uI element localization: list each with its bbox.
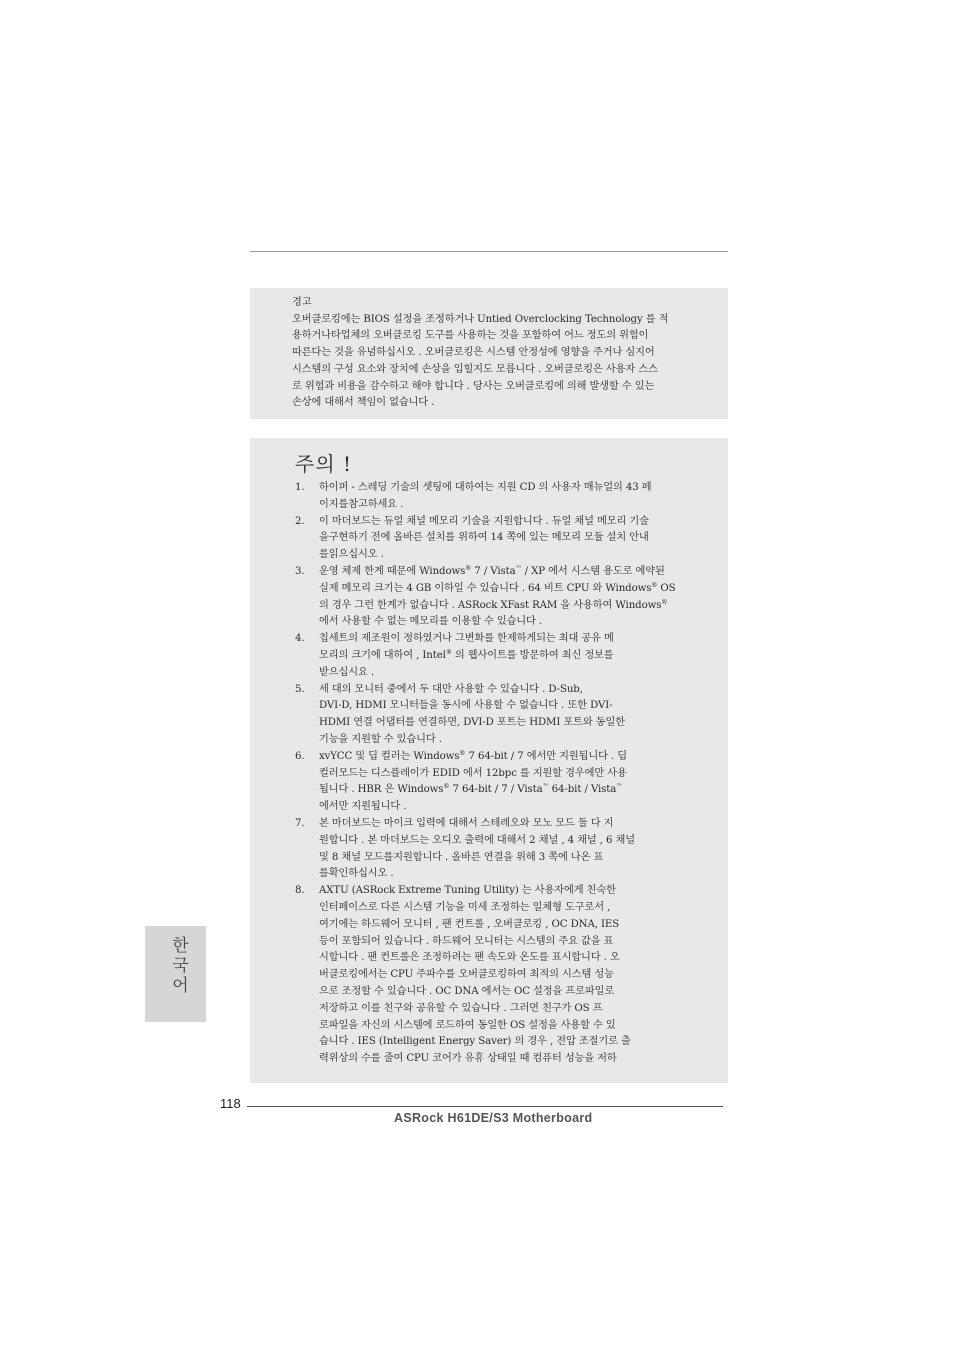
notice-item-number: 5. bbox=[295, 683, 305, 695]
notice-list bbox=[295, 480, 715, 1068]
notice-item-line: 의 경우 그런 한계가 없습니다 . ASRock XFast RAM 을 사용하여 Windows® bbox=[319, 598, 668, 611]
bottom-rule bbox=[247, 1106, 723, 1107]
notice-item-line: HDMI 연결 어댑터를 연결하면, DVI-D 포트는 HDMI 포트와 동일한 bbox=[319, 717, 626, 729]
warning-box bbox=[250, 288, 728, 419]
footer-title: ASRock H61DE/S3 Motherboard bbox=[394, 1111, 593, 1125]
notice-item-line: 칩세트의 제조원이 정하였거나 그변화를 한제하게되는 최대 공유 메 bbox=[319, 633, 614, 645]
warning-title: 경고 bbox=[292, 297, 312, 308]
notice-item bbox=[295, 480, 715, 514]
notice-item-number: 8. bbox=[295, 885, 305, 897]
warning-line: 손상에 대해서 책임이 없습니다 . bbox=[292, 397, 435, 409]
notice-item bbox=[295, 883, 715, 1068]
warning-line: 따른다는 것을 유념하십시오 . 오버클로킹은 시스템 안정성에 영향을 주거나 심지어 bbox=[292, 347, 655, 359]
notice-item-line: 저장하고 이를 친구와 공유할 수 있습니다 . 그러면 친구가 OS 프 bbox=[319, 1002, 603, 1014]
notice-box bbox=[250, 438, 728, 1083]
notice-item-line: 를확인하십시오 . bbox=[319, 868, 394, 880]
notice-item-line: 세 대의 모니터 중에서 두 대만 사용할 수 있습니다 . D-Sub, bbox=[319, 683, 583, 695]
notice-item-line: 시합니다 . 팬 컨트롤은 조정하려는 팬 속도와 온도를 표시합니다 . 오 bbox=[319, 952, 620, 964]
notice-item-line: 운영 체제 한계 때문에 Windows® 7 / Vista™ / XP 에서 시스템 용도로 예약된 bbox=[319, 564, 665, 577]
notice-item-line: 컬러모드는 디스플레이가 EDID 에서 12bpc 를 지원할 경우에만 사용 bbox=[319, 767, 627, 779]
notice-item-line: 력위상의 수를 줄여 CPU 코어가 유휴 상태일 때 컴퓨터 성능을 저하 bbox=[319, 1053, 617, 1065]
page-number: 118 bbox=[220, 1096, 241, 1111]
notice-item-line: 습니다 . IES (Intelligent Energy Saver) 의 경우 , 전압 조절기로 출 bbox=[319, 1036, 631, 1048]
notice-item-line: 버클로킹에서는 CPU 주파수를 오버클로킹하여 최적의 시스템 성능 bbox=[319, 969, 614, 981]
notice-item-line: 됩니다 . HBR 은 Windows® 7 64-bit / 7 / Vista™ 64-bit / Vista™ bbox=[319, 783, 623, 796]
warning-line: 시스템의 구성 요소와 장치에 손상을 입힐지도 모릅니다 . 오버클로킹은 사용자 스스 bbox=[292, 363, 658, 375]
notice-item-line: 를읽으십시오 . bbox=[319, 549, 384, 561]
notice-item-line: 및 8 채널 모드를지원합니다 . 올바른 연결을 위해 3 쪽에 나온 표 bbox=[319, 851, 604, 863]
notice-item-number: 7. bbox=[295, 817, 305, 829]
notice-item bbox=[295, 682, 715, 749]
language-tab bbox=[145, 926, 206, 1022]
notice-item-number: 4. bbox=[295, 633, 305, 645]
notice-item-line: 모리의 크기에 대하여 , Intel® 의 웹사이트를 방문하여 최신 정보를 bbox=[319, 648, 614, 661]
notice-item-line: 이지를참고하세요 . bbox=[319, 498, 404, 510]
notice-item-number: 2. bbox=[295, 515, 305, 527]
warning-line: 용하거나타업체의 오버클로킹 도구를 사용하는 것을 포함하여 어느 정도의 위험이 bbox=[292, 330, 649, 342]
notice-item-line: 에서 사용할 수 없는 메모리를 이용할 수 있습니다 . bbox=[319, 616, 543, 628]
notice-item-line: 여기에는 하드웨어 모니터 , 팬 컨트롤 , 오버클로킹 , OC DNA, IES bbox=[319, 918, 620, 930]
notice-item-line: AXTU (ASRock Extreme Tuning Utility) 는 사용자에게 친숙한 bbox=[319, 885, 616, 897]
notice-item-line: 에서만 지원됩니다 . bbox=[319, 801, 407, 813]
notice-item-line: xvYCC 및 딥 컬러는 Windows® 7 64-bit / 7 에서만 지원됩니다 . 딥 bbox=[319, 749, 628, 762]
notice-item-line: 받으십시요 . bbox=[319, 666, 374, 678]
notice-item bbox=[295, 631, 715, 681]
notice-item-number: 1. bbox=[295, 482, 305, 493]
notice-title: 주의 ! bbox=[295, 452, 353, 476]
notice-item-line: 등이 포함되어 있습니다 . 하드웨어 모니터는 시스템의 주요 값을 표 bbox=[319, 935, 614, 947]
notice-item-line: 으로 조정할 수 있습니다 . OC DNA 에서는 OC 설정을 프로파일로 bbox=[319, 985, 615, 997]
notice-item-line: 본 마더보드는 마이크 입력에 대해서 스테레오와 모노 모드 둘 다 지 bbox=[319, 817, 614, 829]
notice-item-number: 3. bbox=[295, 565, 305, 577]
warning-text bbox=[292, 295, 706, 412]
notice-item-line: 인터페이스로 다른 시스템 기능을 미세 조정하는 일체형 도구로서 , bbox=[319, 901, 611, 913]
notice-item-line: 로파일을 자신의 시스템에 로드하여 동일한 OS 설정을 사용할 수 있 bbox=[319, 1019, 616, 1031]
notice-item bbox=[295, 749, 715, 816]
notice-item-line: 하이퍼 - 스레딩 기술의 셋팅에 대하여는 지원 CD 의 사용자 매뉴얼의 43 페 bbox=[319, 482, 652, 493]
notice-item-number: 6. bbox=[295, 750, 305, 762]
notice-item-line: 을구현하기 전에 올바른 설치를 위하여 14 쪽에 있는 메모리 모듈 설치 안내 bbox=[319, 532, 649, 544]
language-tab-label: 한국어 bbox=[168, 936, 188, 996]
notice-item bbox=[295, 564, 715, 631]
notice-item-line: 이 마더보드는 듀얼 채널 메모리 기술을 지원합니다 . 듀얼 채널 메모리 기술 bbox=[319, 515, 649, 527]
notice-item-line: 실제 메모리 크기는 4 GB 이하일 수 있습니다 . 64 비트 CPU 와 Windows® OS bbox=[319, 581, 676, 594]
notice-item bbox=[295, 816, 715, 883]
notice-item-line: 원합니다 . 본 마더보드는 오디오 출력에 대해서 2 채널 , 4 채널 , 6 채널 bbox=[319, 834, 636, 846]
notice-item-line: 기능을 지원할 수 있습니다 . bbox=[319, 733, 442, 745]
warning-line: 오버클로킹에는 BIOS 설정을 조정하거나 Untied Overclocking Technology 를 적 bbox=[292, 313, 669, 325]
top-rule bbox=[250, 251, 728, 252]
notice-item bbox=[295, 514, 715, 564]
warning-line: 로 위험과 비용을 감수하고 해야 합니다 . 당사는 오버클로킹에 의해 발생할 수 있는 bbox=[292, 380, 655, 392]
notice-item-line: DVI-D, HDMI 모니터들을 동시에 사용할 수 없습니다 . 또한 DVI- bbox=[319, 700, 613, 712]
